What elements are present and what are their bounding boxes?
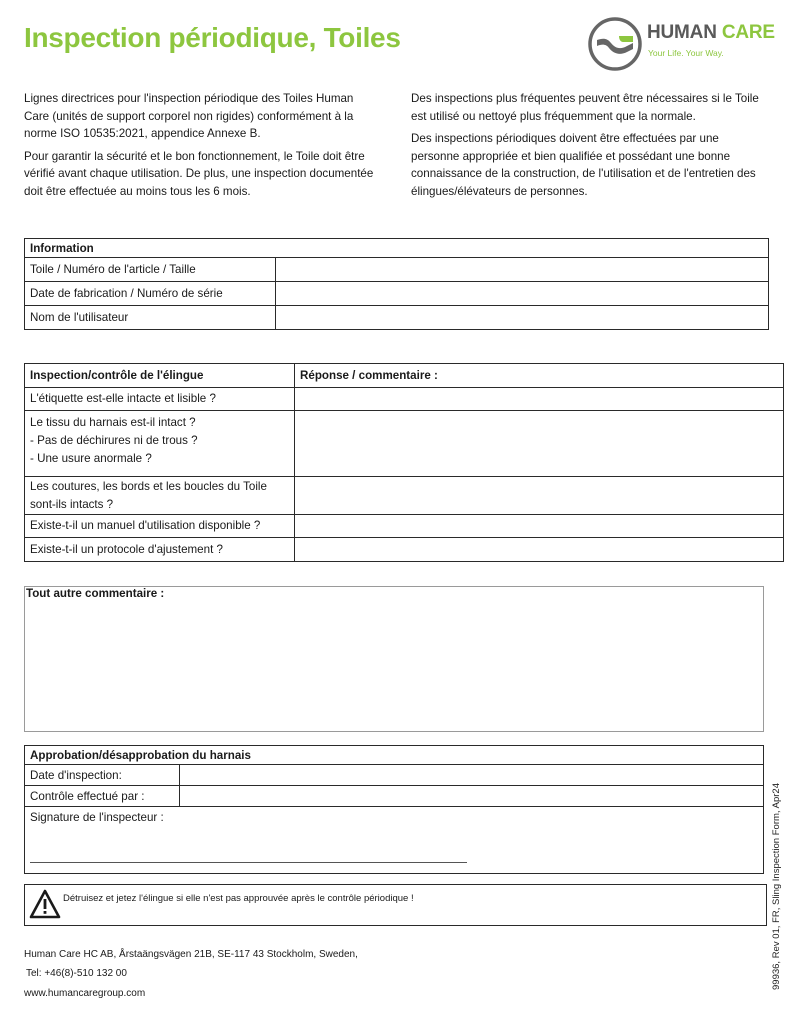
inspection-question: Les coutures, les bords et les boucles du Toile sont-ils intacts ? (25, 477, 295, 515)
inspection-answer-field[interactable] (295, 477, 784, 515)
signature-line (30, 862, 467, 863)
intro-paragraph: Des inspections périodiques doivent être effectuées par une personne appropriée et bien qualifiée et possédant une bonne connaissance de la construction, de l'utilisation et de l'entretien des élingues/élévateurs de personnes. (411, 132, 756, 198)
information-value-field[interactable] (276, 306, 769, 330)
information-label: Date de fabrication / Numéro de série (25, 282, 276, 306)
inspection-question: Existe-t-il un protocole d'ajustement ? (25, 538, 295, 562)
other-comments-box[interactable] (24, 586, 764, 732)
signature-label: Signature de l'inspecteur : (30, 811, 164, 824)
intro-paragraph: Pour garantir la sécurité et le bon fonctionnement, le Toile doit être vérifié avant chaque utilisation. De plus, une inspection documentée doit être effectuée au moins tous les 6 mois. (24, 149, 374, 198)
warning-box (24, 884, 767, 926)
human-care-logo-mark-icon (587, 16, 643, 72)
inspection-answer-field[interactable] (295, 538, 784, 562)
inspection-answer-header: Réponse / commentaire : (295, 364, 784, 388)
inspection-question: Le tissu du harnais est-il intact ? - Pas de déchirures ni de trous ? - Une usure anormale ? (25, 411, 295, 477)
information-table (24, 238, 769, 330)
footer-address: Human Care HC AB, Årstaängsvägen 21B, SE-117 43 Stockholm, Sweden, (24, 949, 358, 960)
inspection-answer-field[interactable] (295, 388, 784, 411)
information-label: Nom de l'utilisateur (25, 306, 276, 330)
approval-table (24, 745, 764, 874)
inspection-table (24, 363, 784, 562)
information-header: Information (25, 239, 769, 258)
inspection-answer-field[interactable] (295, 411, 784, 477)
performed-by-field[interactable] (180, 786, 764, 807)
approval-header: Approbation/désapprobation du harnais (25, 746, 764, 765)
intro-right-column (411, 90, 766, 205)
page-title: Inspection périodique, Toiles (24, 22, 401, 53)
intro-paragraph: Lignes directrices pour l'inspection périodique des Toiles Human Care (unités de support corporel non rigides) conformément à la norme ISO 10535:2021, appendice Annexe B. (24, 92, 354, 140)
inspection-question: L'étiquette est-elle intacte et lisible ? (25, 388, 295, 411)
inspection-date-field[interactable] (180, 765, 764, 786)
information-value-field[interactable] (276, 282, 769, 306)
information-label: Toile / Numéro de l'article / Taille (25, 258, 276, 282)
signature-field[interactable] (25, 807, 764, 874)
warning-triangle-icon (28, 888, 62, 920)
footer-phone: Tel: +46(8)-510 132 00 (26, 968, 127, 979)
inspection-date-label: Date d'inspection: (25, 765, 180, 786)
information-value-field[interactable] (276, 258, 769, 282)
logo-tagline: Your Life. Your Way. (648, 48, 724, 58)
human-care-logo (587, 16, 777, 72)
footer-website[interactable]: www.humancaregroup.com (24, 988, 146, 999)
other-comments-label: Tout autre commentaire : (26, 587, 165, 600)
intro-left-column (24, 90, 379, 205)
logo-brand-text: HUMAN CARE (647, 22, 775, 43)
intro-paragraph: Des inspections plus fréquentes peuvent être nécessaires si le Toile est utilisé ou nettoyé plus fréquemment que la normale. (411, 92, 759, 123)
warning-text: Détruisez et jetez l'élingue si elle n'est pas approuvée après le contrôle périodique ! (63, 893, 414, 904)
inspection-question: Existe-t-il un manuel d'utilisation disponible ? (25, 515, 295, 538)
document-code: 99936, Rev 01, FR, Sling Inspection Form, Apr24 (771, 783, 782, 990)
performed-by-label: Contrôle effectué par : (25, 786, 180, 807)
inspection-answer-field[interactable] (295, 515, 784, 538)
inspection-question-header: Inspection/contrôle de l'élingue (25, 364, 295, 388)
